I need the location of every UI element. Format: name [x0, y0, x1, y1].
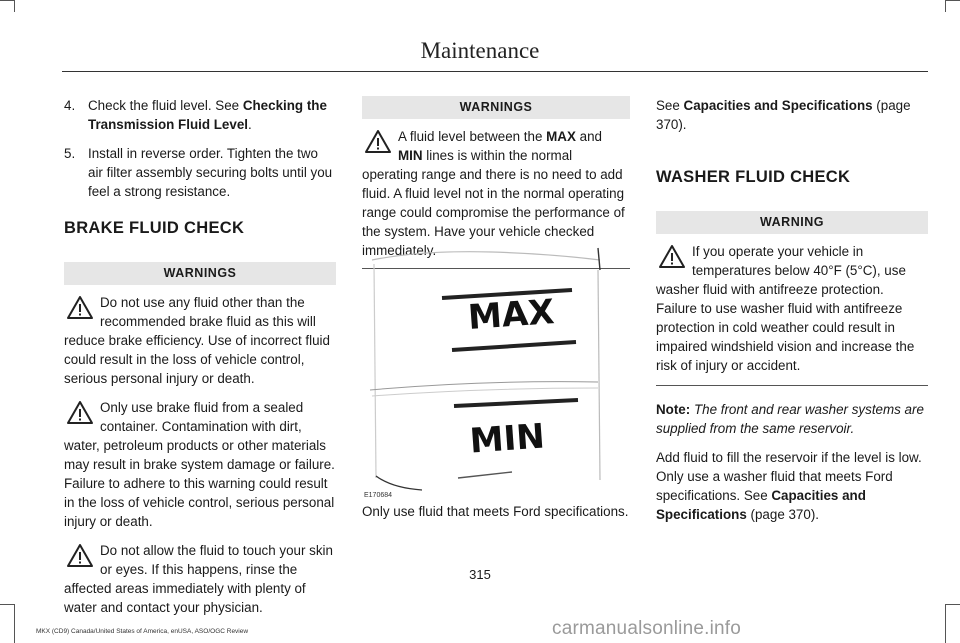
header-rule — [62, 71, 928, 72]
reservoir-shade-line — [370, 382, 598, 390]
reservoir-top-edge — [372, 252, 600, 260]
crop-mark — [14, 604, 15, 643]
max-underline — [452, 342, 576, 350]
warning-text-part: A fluid level between the — [398, 129, 547, 144]
note-text: The front and rear washer systems are supplied from the same reservoir. — [656, 402, 924, 436]
watermark: carmanualsonline.info — [552, 618, 742, 639]
step-text — [88, 96, 336, 134]
step-item — [64, 96, 336, 134]
step-text-part: Check the fluid level. See — [88, 98, 243, 113]
warning-lead: Do not allow the fluid to touch your skin or eyes. If this happens, rinse the — [100, 543, 333, 577]
warning-text: reduce brake efficiency. Use of incorrect fluid could result in the loss of vehicle control, serious personal injury or death. — [64, 333, 330, 386]
warning-text-part: and — [575, 129, 602, 144]
warning-lead — [362, 127, 630, 165]
column-left — [64, 96, 336, 627]
figure-caption: Only use fluid that meets Ford specifications. — [362, 504, 629, 519]
step-text: Install in reverse order. Tighten the two air filter assembly securing bolts until you feel a strong resistance. — [88, 146, 333, 199]
warning-triangle-icon — [66, 400, 94, 425]
column-right — [656, 96, 928, 534]
footer-text: MKX (CD9) Canada/United States of America, enUSA, ASO/OGC Review — [36, 628, 249, 635]
warning-divider — [656, 385, 928, 386]
figure-id: E170684 — [364, 492, 393, 499]
reservoir-shade-line — [372, 388, 598, 396]
section-heading-washer: WASHER FLUID CHECK — [656, 168, 851, 186]
warning-triangle-icon — [658, 244, 686, 269]
section-heading-brake: BRAKE FLUID CHECK — [64, 219, 245, 237]
step-number: 5. — [64, 146, 76, 161]
note — [656, 400, 928, 438]
step-link-ref: Checking the Transmission Fluid Level — [88, 98, 327, 132]
reservoir-illustration — [362, 240, 630, 502]
reservoir-bottom-edge — [376, 476, 422, 490]
reservoir-mark — [598, 248, 600, 270]
warning-bar: WARNING — [656, 211, 928, 234]
step-number: 4. — [64, 98, 76, 113]
crop-mark — [945, 604, 946, 643]
reservoir-detail-line — [458, 472, 512, 478]
warning-triangle-icon — [364, 129, 392, 154]
warning-text: washer fluid with antifreeze protection. Failure to use washer fluid with antifreeze protection in cold weather could result in impaired windshield vision and increase the risk of injury or accident. — [656, 282, 915, 373]
warning-triangle-icon — [66, 543, 94, 568]
warning-item — [656, 242, 928, 375]
capacities-reference — [656, 96, 928, 134]
warning-text: affected areas immediately with plenty of water and contact your physician. — [64, 581, 306, 615]
ref-bold: Capacities and Specifications — [683, 98, 873, 113]
min-label: MIN — [398, 148, 423, 163]
warning-text-part: lines is within the normal — [422, 148, 573, 163]
step-list — [64, 96, 336, 201]
step-item — [64, 144, 336, 201]
warning-item — [64, 398, 336, 531]
warning-triangle-icon — [66, 295, 94, 320]
min-figure-label: MIN — [468, 416, 547, 462]
max-figure-label: MAX — [466, 292, 556, 338]
step-text-part: . — [248, 117, 252, 132]
washer-paragraph — [656, 448, 928, 524]
warning-text: operating range and there is no need to add fluid. A fluid level not in the normal operating range could compromise the performance of the system. Have your vehicle checked immediately. — [362, 167, 625, 258]
min-line — [454, 400, 578, 406]
ref-text-part: See — [656, 98, 684, 113]
crop-mark — [946, 0, 960, 1]
reservoir-left-edge — [374, 264, 376, 478]
crop-mark — [14, 0, 15, 12]
page-title: Maintenance — [420, 38, 540, 63]
warning-lead: Do not use any fluid other than the recommended brake fluid as this will — [100, 295, 316, 329]
warnings-bar: WARNINGS — [64, 262, 336, 285]
warning-lead: If you operate your vehicle in temperatures below 40°F (5°C), use — [692, 244, 906, 278]
reservoir-right-edge — [598, 270, 600, 480]
crop-mark — [945, 0, 946, 12]
ref-text-part: (page 370). — [656, 98, 911, 132]
para-text-part: (page 370). — [746, 507, 820, 522]
warning-text: water, petroleum products or other materials may result in brake system damage or failure. Failure to adhere to this warning could result in the loss of vehicle control, serious personal injury or death. — [64, 438, 335, 529]
crop-mark — [0, 604, 14, 605]
warning-lead: Only use brake fluid from a sealed container. Contamination with dirt, — [100, 400, 304, 434]
max-label: MAX — [546, 129, 576, 144]
page-number: 315 — [469, 567, 491, 582]
para-bold: Capacities and Specifications — [656, 488, 866, 522]
warnings-bar: WARNINGS — [362, 96, 630, 119]
crop-mark — [0, 0, 14, 1]
warning-item — [64, 293, 336, 388]
para-text-part: Add fluid to fill the reservoir if the level is low. Only use a washer fluid that meets Ford specifications. See — [656, 450, 922, 503]
note-label: Note: — [656, 402, 691, 417]
crop-mark — [946, 604, 960, 605]
